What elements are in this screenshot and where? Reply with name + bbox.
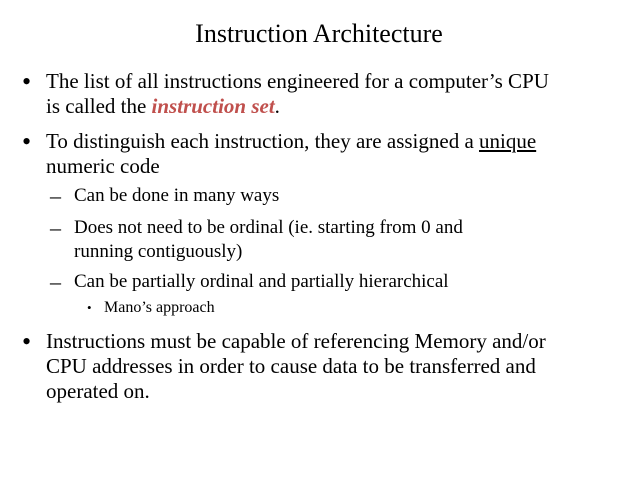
bullet-text-line: Mano’s approach: [104, 299, 215, 316]
bullet-text-segment: To distinguish each instruction, they are assigned a: [46, 129, 480, 153]
unique-underlined: unique: [479, 129, 537, 153]
bullet-marker: •: [22, 127, 32, 156]
bullet-text-segment: .: [274, 94, 280, 118]
bullet-marker: •: [22, 67, 32, 96]
sub-bullet-marker: –: [50, 269, 61, 294]
bullet-text-line: CPU addresses in order to cause data to be transferred and: [46, 354, 536, 378]
slide-title: Instruction Architecture: [195, 19, 443, 48]
bullet-referencing-memory: [46, 329, 546, 404]
sub-bullet-partially-ordinal: [74, 270, 449, 294]
bullet-marker: •: [22, 327, 32, 356]
bullet-text-line: operated on.: [46, 379, 150, 403]
sub-bullet-not-ordinal: [74, 216, 463, 264]
bullet-text-line: numeric code: [46, 154, 160, 178]
sub-sub-bullet-manos-approach: [104, 298, 215, 318]
sub-sub-bullet-marker: •: [87, 300, 92, 315]
sub-bullet-marker: –: [50, 215, 61, 240]
bullet-text-line: The list of all instructions engineered for a computer’s CPU: [46, 69, 549, 93]
bullet-text-line: Can be partially ordinal and partially hierarchical: [74, 271, 449, 292]
instruction-set-emphasis: instruction set: [151, 94, 275, 118]
bullet-text-line: Can be done in many ways: [74, 185, 280, 206]
bullet-text-line: Does not need to be ordinal (ie. starting from 0 and: [74, 217, 463, 238]
bullet-text-line: [46, 94, 549, 119]
sub-bullet-many-ways: [74, 184, 279, 208]
bullet-text-line: running contiguously): [74, 241, 243, 262]
bullet-text-line: [46, 129, 536, 154]
bullet-distinguish-instruction: [46, 129, 536, 179]
bullet-instruction-list: [46, 69, 549, 119]
bullet-text-segment: is called the: [46, 94, 152, 118]
sub-bullet-marker: –: [50, 183, 61, 208]
bullet-text-line: Instructions must be capable of referencing Memory and/or: [46, 329, 546, 353]
